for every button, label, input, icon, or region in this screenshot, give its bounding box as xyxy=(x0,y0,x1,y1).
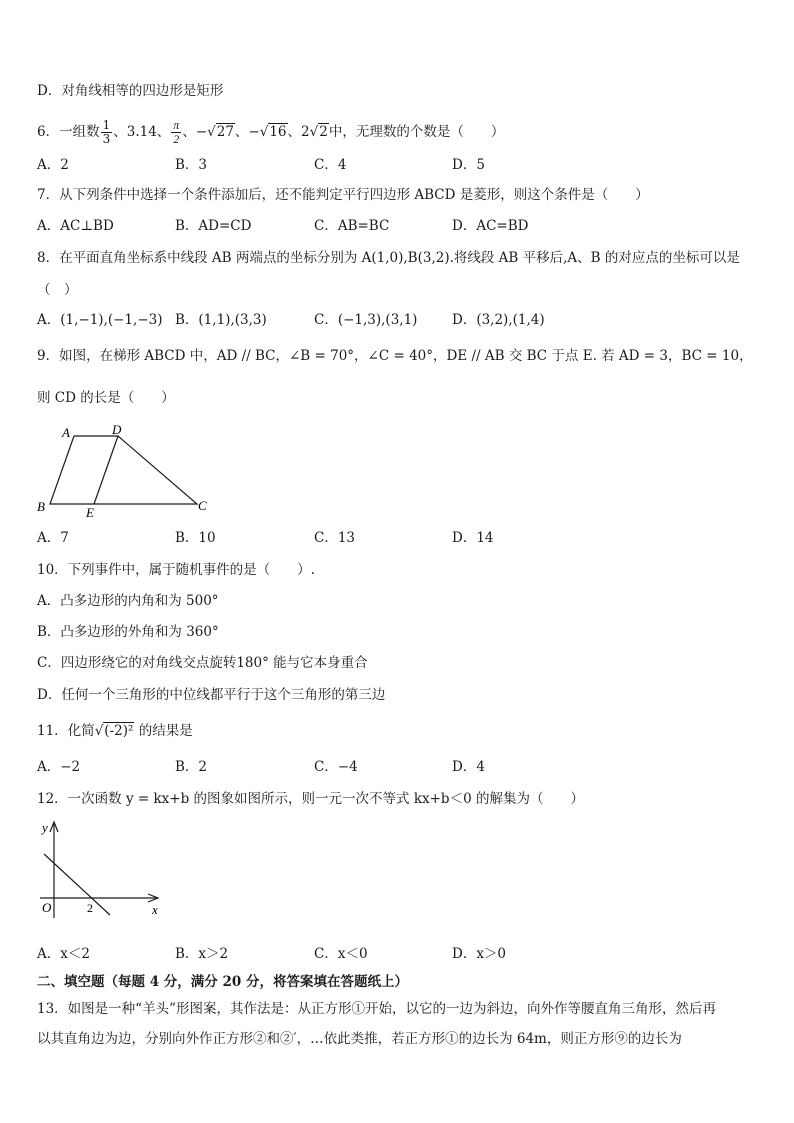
q5-option-d: D．对角线相等的四边形是矩形 xyxy=(37,83,224,99)
radical-sign-icon: √ xyxy=(207,124,216,140)
label-two: 2 xyxy=(87,901,93,915)
trapezoid-figure xyxy=(30,420,220,520)
q7-option-a: A．AC⊥BD xyxy=(37,218,114,234)
q6-option-c: C．4 xyxy=(314,157,347,173)
q13-stem: 13．如图是一种“羊头”形图案，其作法是：从正方形①开始，以它的一边为斜边，向外作等腰直角三角形，然后再 xyxy=(37,1001,716,1017)
q11-option-a: A．−2 xyxy=(37,759,81,775)
radical-sign-icon: √ xyxy=(309,124,319,140)
q11-stem xyxy=(37,722,193,740)
q11-suffix: 的结果是 xyxy=(138,723,193,739)
q7-option-b: B．AD=CD xyxy=(175,218,252,234)
label-a: A xyxy=(62,425,70,440)
frac-denominator: 3 xyxy=(102,132,111,146)
q11-option-d: D．4 xyxy=(452,759,485,775)
frac-numerator: 1 xyxy=(102,118,111,132)
q6-minus: − xyxy=(195,124,208,140)
label-c: C xyxy=(198,498,207,513)
label-y: y xyxy=(42,820,48,835)
q8-option-a: A．(1,−1),(−1,−3) xyxy=(37,312,163,328)
q9-stem-cont: 则 CD 的长是（ ） xyxy=(37,390,175,406)
q6-radicand-27: 27 xyxy=(216,124,234,140)
label-d: D xyxy=(112,422,122,437)
label-x: x xyxy=(152,902,158,917)
q10-stem: 10．下列事件中，属于随机事件的是（ ）. xyxy=(37,562,315,578)
frac-numerator: π xyxy=(173,118,180,132)
q9-stem: 9．如图，在梯形 ABCD 中，AD // BC，∠B = 70°，∠C = 40°，DE // AB 交 BC 于点 E. 若 AD = 3，BC = 10， xyxy=(37,348,753,364)
q9-option-a: A．7 xyxy=(37,530,69,546)
q7-stem: 7．从下列条件中选择一个条件添加后，还不能判定平行四边形 ABCD 是菱形，则这个条件是（ ） xyxy=(37,187,649,203)
linear-function-graph xyxy=(34,814,174,926)
frac-denominator: 2 xyxy=(173,132,180,146)
q7-option-d: D．AC=BD xyxy=(452,218,529,234)
q12-option-a: A．x＜2 xyxy=(37,946,90,962)
q6-frac-pi-half xyxy=(171,119,181,146)
q6-radicand-16: 16 xyxy=(269,124,287,140)
q6-prefix: 6．一组数 xyxy=(37,124,100,140)
q8-stem: 8．在平面直角坐标系中线段 AB 两端点的坐标分别为 A(1,0),B(3,2).将线段 AB 平移后,A、B 的对应点的坐标可以是 xyxy=(37,250,740,266)
q11-prefix: 11．化简 xyxy=(37,723,95,739)
q6-option-d: D．5 xyxy=(452,157,485,173)
q8-option-b: B．(1,1),(3,3) xyxy=(175,312,267,328)
label-e: E xyxy=(86,505,94,520)
q11-radicand: (-2)² xyxy=(104,723,134,739)
q9-option-d: D．14 xyxy=(452,530,494,546)
radical-sign-icon: √ xyxy=(259,124,269,140)
q9-option-b: B．10 xyxy=(175,530,216,546)
q6-suffix: 中，无理数的个数是（ ） xyxy=(328,124,505,140)
q10-option-a: A．凸多边形的内角和为 500° xyxy=(37,593,219,609)
trapezoid-abcd xyxy=(50,436,197,504)
q6-sep: 、− xyxy=(234,124,260,140)
q10-option-d: D．任何一个三角形的中位线都平行于这个三角形的第三边 xyxy=(37,687,386,703)
q12-option-c: C．x＜0 xyxy=(314,946,368,962)
q6-sep: 、 xyxy=(182,124,196,140)
q12-stem: 12．一次函数 y = kx+b 的图象如图所示，则一元一次不等式 kx+b＜0 的解集为（ ） xyxy=(37,791,584,807)
q7-option-c: C．AB=BC xyxy=(314,218,390,234)
q10-option-b: B．凸多边形的外角和为 360° xyxy=(37,624,219,640)
radical-sign-icon: √ xyxy=(94,723,104,739)
q6-option-b: B．3 xyxy=(175,157,208,173)
label-b: B xyxy=(37,499,45,514)
q13-stem-cont: 以其直角边为边，分别向外作正方形②和②′，…依此类推，若正方形①的边长为 64m，则正方形⑨的边长为 xyxy=(37,1031,682,1047)
q6-frac-one-third xyxy=(101,119,113,146)
q6-stem xyxy=(37,119,504,146)
label-origin: O xyxy=(42,900,52,915)
q10-option-c: C．四边形绕它的对角线交点旋转180° 能与它本身重合 xyxy=(37,655,368,671)
q8-option-c: C．(−1,3),(3,1) xyxy=(314,312,418,328)
q9-option-c: C．13 xyxy=(314,530,356,546)
q11-option-b: B．2 xyxy=(175,759,208,775)
q12-option-d: D．x＞0 xyxy=(452,946,507,962)
q8-stem-cont: （ ） xyxy=(37,282,78,298)
q6-option-a: A．2 xyxy=(37,157,69,173)
q8-option-d: D．(3,2),(1,4) xyxy=(452,312,545,328)
section-heading: 二、填空题（每题 4 分，满分 20 分，将答案填在答题纸上） xyxy=(37,974,408,990)
segment-de xyxy=(94,436,118,504)
q6-sep: 、2 xyxy=(287,124,310,140)
q11-option-c: C．−4 xyxy=(314,759,358,775)
q12-option-b: B．x＞2 xyxy=(175,946,229,962)
q6-radicand-2: 2 xyxy=(319,124,328,140)
q6-sep: 、3.14、 xyxy=(113,124,171,140)
